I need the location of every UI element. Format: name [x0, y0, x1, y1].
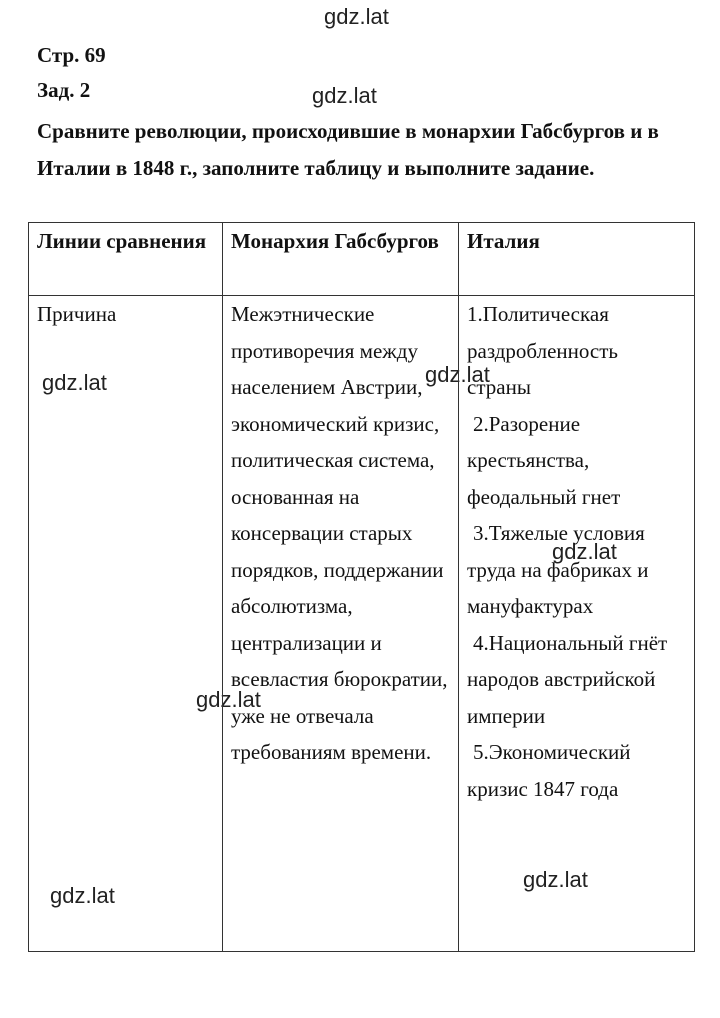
italy-cause-item: 2.Разорение крестьянства, феодальный гнет: [467, 411, 621, 509]
watermark: gdz.lat: [196, 687, 261, 712]
watermark: gdz.lat: [42, 370, 107, 395]
italy-cause-item: 3.Тяжелые условия труда на фабриках и мануфактурах: [467, 521, 649, 618]
header-italy: Италия: [459, 223, 695, 296]
watermark: gdz.lat: [324, 4, 389, 29]
watermark: gdz.lat: [552, 539, 617, 564]
italy-cause-item: 1.Политическая раздробленность страны: [467, 302, 618, 399]
watermark: gdz.lat: [50, 883, 115, 908]
table-header-row: [29, 223, 695, 296]
page-reference: Стр. 69: [37, 43, 106, 67]
row-label-cause: Причина: [29, 296, 223, 952]
cell-italy-causes: [459, 296, 695, 952]
italy-cause-item: 5.Экономический кризис 1847 года: [467, 740, 631, 801]
italy-cause-item: 4.Национальный гнёт народов австрийской империи: [467, 630, 668, 728]
header-habsburg-monarchy: Монархия Габсбургов: [223, 223, 459, 296]
task-reference: Зад. 2: [37, 78, 91, 102]
watermark: gdz.lat: [425, 362, 490, 387]
comparison-table: [28, 222, 695, 952]
watermark: gdz.lat: [523, 867, 588, 892]
table-row: [29, 296, 695, 952]
watermark: gdz.lat: [312, 83, 377, 108]
header-comparison-lines: Линии сравнения: [29, 223, 223, 296]
cell-habsburg-cause: Межэтнические противоречия между населением Австрии, экономический кризис, политическая система, основанная на консервации старых порядков, поддержании абсолютизма, централизации и всевластия бюрократии, уже не отвечала требованиям времени.: [223, 296, 459, 952]
task-prompt: Сравните революции, происходившие в монархии Габсбургов и в Италии в 1848 г., заполните таблицу и выполните задание.: [37, 119, 659, 180]
